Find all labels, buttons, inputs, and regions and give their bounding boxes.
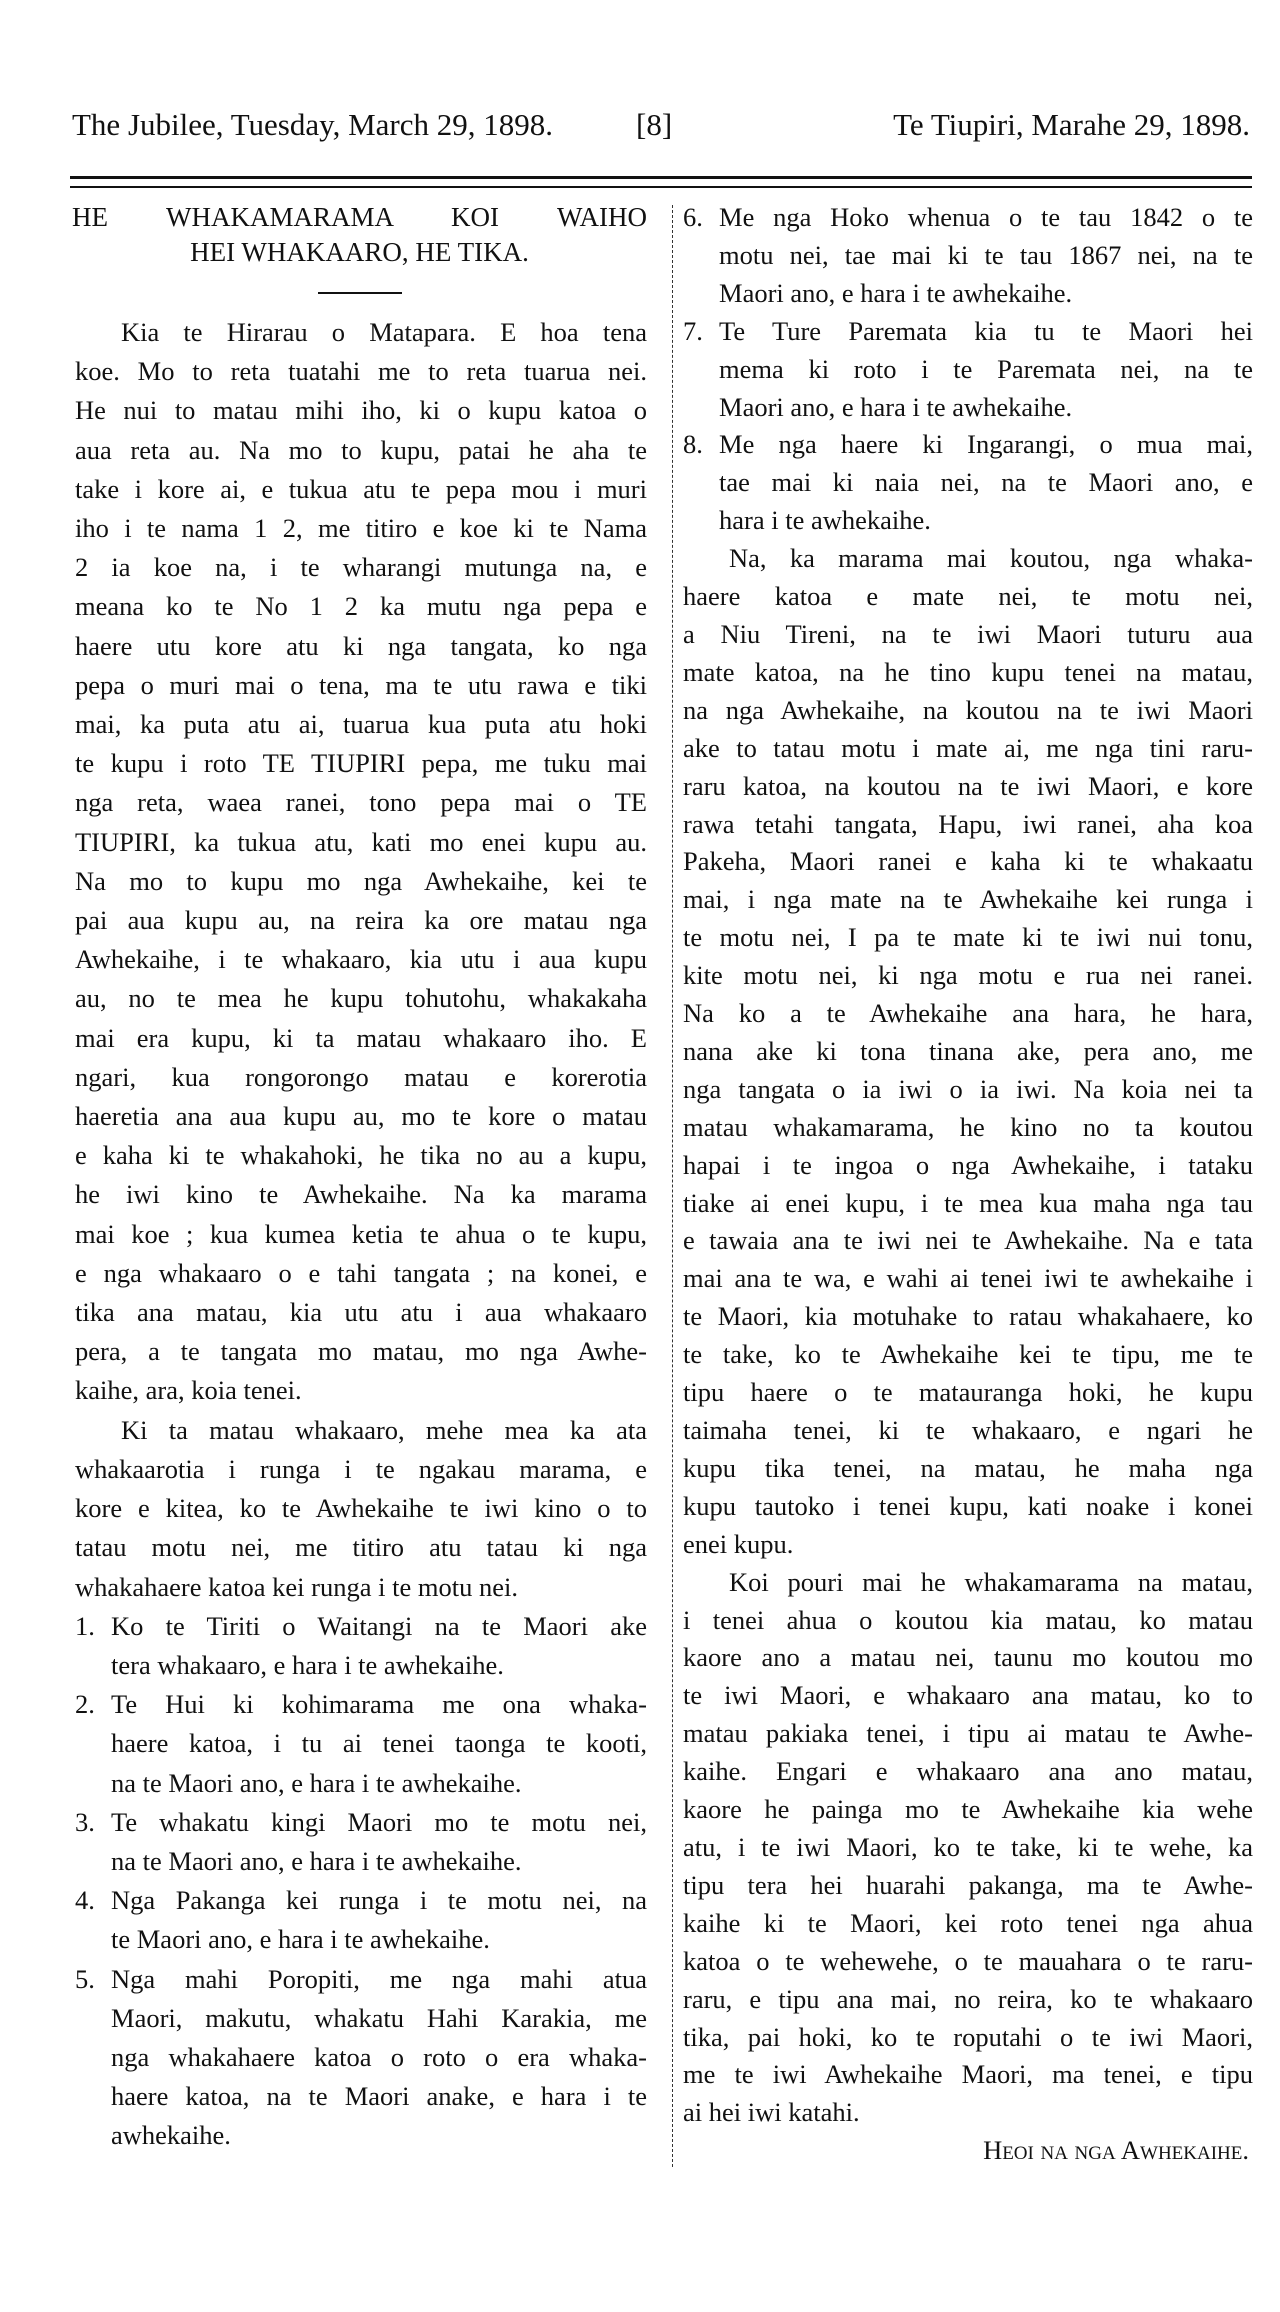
text-line: mate katoa, na he tino kupu tenei na matau, — [683, 656, 1253, 687]
text-line: Kia te Hirarau o Matapara. E hoa tena — [121, 317, 647, 347]
text-line: haere katoa e mate nei, te motu nei, — [683, 581, 1253, 612]
text-line: Koi pouri mai he whakamarama na matau, — [729, 1566, 1253, 1597]
text-line: te take, ko te Awhekaihe kei te tipu, me te — [683, 1339, 1253, 1370]
text-line: Nga mahi Poropiti, me nga mahi atua — [111, 1963, 647, 1994]
paragraph — [75, 313, 647, 1411]
text-line: mai koe ; kua kumea ketia te ahua o te kupu, — [75, 1218, 647, 1249]
item-number: 6. — [683, 202, 703, 232]
text-line: haere katoa, na te Maori anake, e hara i te — [111, 2081, 647, 2112]
text-line: tika, pai hoki, ko te roputahi o te iwi Maori, — [683, 2021, 1253, 2052]
text-line: Te Hui ki kohimarama me ona whaka- — [111, 1689, 647, 1720]
article-heading — [72, 200, 647, 270]
item-number: 8. — [683, 429, 703, 460]
heading-line: HE WHAKAMARAMA KOI WAIHO — [72, 202, 647, 232]
text-line: Ki ta matau whakaaro, mehe mea ka ata — [121, 1414, 647, 1445]
text-line: TIUPIRI, ka tukua atu, kati mo enei kupu au. — [75, 826, 647, 857]
text-line: haere katoa, i tu ai tenei taonga te kooti, — [111, 1728, 647, 1759]
item-number: 4. — [75, 1885, 95, 1916]
item-number: 3. — [75, 1806, 95, 1837]
text-line: te kupu i roto TE TIUPIRI pepa, me tuku mai — [75, 748, 647, 779]
text-line: matau pakiaka tenei, i tipu ai matau te Awhe- — [683, 1718, 1253, 1749]
text-line: i tenei ahua o koutou kia matau, ko matau — [683, 1604, 1253, 1635]
text-line: te Maori, kia motuhake to ratau whakahaere, ko — [683, 1301, 1253, 1332]
numbered-item — [75, 1685, 647, 1803]
header-rule-bottom — [70, 186, 1252, 188]
text-line: tae mai ki naia nei, na te Maori ano, e — [719, 467, 1253, 498]
text-line: Maori ano, e hara i te awhekaihe. — [719, 391, 1073, 422]
numbered-item — [683, 313, 1253, 427]
text-line: mai ana te wa, e wahi ai tenei iwi te awhekaihe i — [683, 1263, 1253, 1294]
text-line: Maori ano, e hara i te awhekaihe. — [719, 277, 1073, 308]
text-line: take i kore ai, e tukua atu te pepa mou i muri — [75, 473, 647, 504]
text-line: nga whakahaere katoa o roto o era whaka- — [111, 2041, 647, 2072]
text-line: Nga Pakanga kei runga i te motu nei, na — [111, 1885, 647, 1916]
text-line: hara i te awhekaihe. — [719, 505, 931, 536]
text-line: he iwi kino te Awhekaihe. Na ka marama — [75, 1179, 647, 1210]
numbered-item — [75, 1881, 647, 1959]
numbered-item — [683, 199, 1253, 313]
text-line: whakahaere katoa kei runga i te motu nei. — [75, 1571, 518, 1602]
text-line: ai hei iwi katahi. — [683, 2097, 860, 2128]
item-number: 1. — [75, 1610, 95, 1641]
text-line: Awhekaihe, i te whakaaro, kia utu i aua kupu — [75, 944, 647, 975]
numbered-item — [75, 1607, 647, 1685]
item-number: 5. — [75, 1963, 95, 1994]
text-line: nana ake ki tona tinana ake, pera ano, me — [683, 1035, 1253, 1066]
text-line: Na mo to kupu mo nga Awhekaihe, kei te — [75, 865, 647, 896]
text-line: kupu tautoko i tenei kupu, kati noake i konei — [683, 1490, 1253, 1521]
numbered-item — [75, 1803, 647, 1881]
text-line: me te iwi Awhekaihe Maori, ma tenei, e tipu — [683, 2059, 1253, 2090]
text-line: Maori, makutu, whakatu Hahi Karakia, me — [111, 2002, 647, 2033]
masthead-left: The Jubilee, Tuesday, March 29, 1898. — [72, 107, 554, 142]
header-rule-top — [70, 176, 1252, 179]
text-line: e kaha ki te whakahoki, he tika no au a kupu, — [75, 1140, 647, 1171]
text-line: raru, e tipu ana mai, no reira, ko te whakaaro — [683, 1983, 1253, 2014]
paragraph — [683, 1564, 1253, 2133]
text-line: tera whakaaro, e hara i te awhekaihe. — [111, 1649, 504, 1680]
text-line: 2 ia koe na, i te wharangi mutunga na, e — [75, 552, 647, 583]
numbered-item — [75, 1960, 647, 2156]
text-line: kaihe ki te Maori, kei roto tenei nga ahua — [683, 1907, 1253, 1938]
text-line: atu, i te iwi Maori, ko te take, ki te wehe, ka — [683, 1831, 1253, 1862]
text-line: tika ana matau, kia utu atu i aua whakaaro — [75, 1297, 647, 1328]
text-line: meana ko te No 1 2 ka mutu nga pepa e — [75, 591, 647, 622]
signature: Heoi na nga Awhekaihe. — [983, 2135, 1249, 2166]
text-line: tipu haere o te matauranga hoki, he kupu — [683, 1377, 1253, 1408]
text-line: a Niu Tireni, na te iwi Maori tuturu aua — [683, 618, 1253, 649]
text-line: Me nga Hoko whenua o te tau 1842 o te — [719, 202, 1253, 232]
numbered-item — [683, 426, 1253, 540]
text-line: Ko te Tiriti o Waitangi na te Maori ake — [111, 1610, 647, 1641]
text-line: na nga Awhekaihe, na koutou na te iwi Maori — [683, 694, 1253, 725]
text-line: e tawaia ana te iwi nei te Awhekaihe. Na e tata — [683, 1225, 1253, 1256]
text-line: Te whakatu kingi Maori mo te motu nei, — [111, 1806, 647, 1837]
text-line: kore e kitea, ko te Awhekaihe te iwi kino o to — [75, 1493, 647, 1524]
text-line: motu nei, tae mai ki te tau 1867 nei, na te — [719, 239, 1253, 270]
text-line: kite motu nei, ki nga motu e rua nei ranei. — [683, 960, 1253, 991]
paragraph — [683, 540, 1253, 1563]
text-line: te Maori ano, e hara i te awhekaihe. — [111, 1924, 490, 1955]
paragraph — [75, 1411, 647, 1607]
heading-line: HEI WHAKAARO, HE TIKA. — [190, 237, 529, 267]
text-line: nga tangata o ia iwi o ia iwi. Na koia nei ta — [683, 1073, 1253, 1104]
text-line: mema ki roto i te Paremata nei, na te — [719, 353, 1253, 384]
text-line: aua reta au. Na mo to kupu, patai he aha te — [75, 434, 647, 465]
text-line: te motu nei, I pa te mate ki te iwi nui tonu, — [683, 922, 1253, 953]
text-line: whakaarotia i runga i te ngakau marama, e — [75, 1453, 647, 1484]
left-column — [75, 313, 647, 2156]
text-line: na te Maori ano, e hara i te awhekaihe. — [111, 1845, 522, 1876]
text-line: mai, ka puta atu ai, tuarua kua puta atu hoki — [75, 709, 647, 740]
text-line: kaihe, ara, koia tenei. — [75, 1375, 302, 1406]
text-line: awhekaihe. — [111, 2120, 231, 2151]
text-line: rawa tetahi tangata, Hapu, iwi ranei, aha koa — [683, 808, 1253, 839]
text-line: kupu tika tenei, na matau, he maha nga — [683, 1452, 1253, 1483]
text-line: Na ko a te Awhekaihe ana hara, he hara, — [683, 998, 1253, 1029]
text-line: ngari, kua rongorongo matau e korerotia — [75, 1061, 647, 1092]
text-line: mai era kupu, ki ta matau whakaaro iho. E — [75, 1022, 647, 1053]
text-line: tipu tera hei huarahi pakanga, ma te Awhe- — [683, 1869, 1253, 1900]
right-column — [683, 199, 1253, 2170]
text-line: raru katoa, na koutou na te iwi Maori, e kore — [683, 770, 1253, 801]
text-line: haere utu kore atu ki nga tangata, ko nga — [75, 630, 647, 661]
text-line: pai aua kupu au, na reira ka ore matau nga — [75, 905, 647, 936]
masthead-right: Te Tiupiri, Marahe 29, 1898. — [893, 107, 1250, 142]
text-line: Pakeha, Maori ranei e kaha ki te whakaatu — [683, 846, 1253, 877]
item-number: 7. — [683, 315, 703, 346]
column-divider — [672, 205, 673, 2167]
heading-rule — [318, 292, 402, 294]
text-line: He nui to matau mihi iho, ki o kupu katoa o — [75, 395, 647, 426]
item-number: 2. — [75, 1689, 95, 1720]
text-line: Na, ka marama mai koutou, nga whaka- — [729, 543, 1253, 574]
text-line: au, no te mea he kupu tohutohu, whakakaha — [75, 983, 647, 1014]
text-line: tatau motu nei, me titiro atu tatau ki nga — [75, 1532, 647, 1563]
text-line: Me nga haere ki Ingarangi, o mua mai, — [719, 429, 1253, 460]
text-line: haeretia ana aua kupu au, mo te kore o matau — [75, 1101, 647, 1132]
text-line: enei kupu. — [683, 1528, 794, 1559]
text-line: katoa o te wehewehe, o te mauahara o te raru- — [683, 1945, 1253, 1976]
text-line: Te Ture Paremata kia tu te Maori hei — [719, 315, 1253, 346]
text-line: te iwi Maori, e whakaaro ana matau, ko to — [683, 1680, 1253, 1711]
text-line: pera, a te tangata mo matau, mo nga Awhe- — [75, 1336, 647, 1367]
text-line: tiake ai enei kupu, i te mea kua maha nga tau — [683, 1187, 1253, 1218]
text-line: kaihe. Engari e whakaaro ana ano matau, — [683, 1756, 1253, 1787]
text-line: na te Maori ano, e hara i te awhekaihe. — [111, 1767, 522, 1798]
text-line: matau whakamarama, he kino no ta koutou — [683, 1111, 1253, 1142]
text-line: koe. Mo to reta tuatahi me to reta tuarua nei. — [75, 356, 647, 387]
text-line: pepa o muri mai o tena, ma te utu rawa e tiki — [75, 669, 647, 700]
text-line: nga reta, waea ranei, tono pepa mai o TE — [75, 787, 647, 818]
text-line: ake to tatau motu i mate ai, me nga tini raru- — [683, 732, 1253, 763]
text-line: e nga whakaaro o e tahi tangata ; na konei, e — [75, 1257, 647, 1288]
page-number: [8] — [636, 107, 673, 142]
text-line: hapai i te ingoa o nga Awhekaihe, i tataku — [683, 1149, 1253, 1180]
text-line: iho i te nama 1 2, me titiro e koe ki te Nama — [75, 513, 647, 544]
text-line: mai, i nga mate na te Awhekaihe kei runga i — [683, 884, 1253, 915]
text-line: kaore ano a matau nei, taunu mo koutou mo — [683, 1642, 1253, 1673]
text-line: kaore he painga mo te Awhekaihe kia wehe — [683, 1794, 1253, 1825]
text-line: taimaha tenei, ki te whakaaro, e ngari he — [683, 1415, 1253, 1445]
